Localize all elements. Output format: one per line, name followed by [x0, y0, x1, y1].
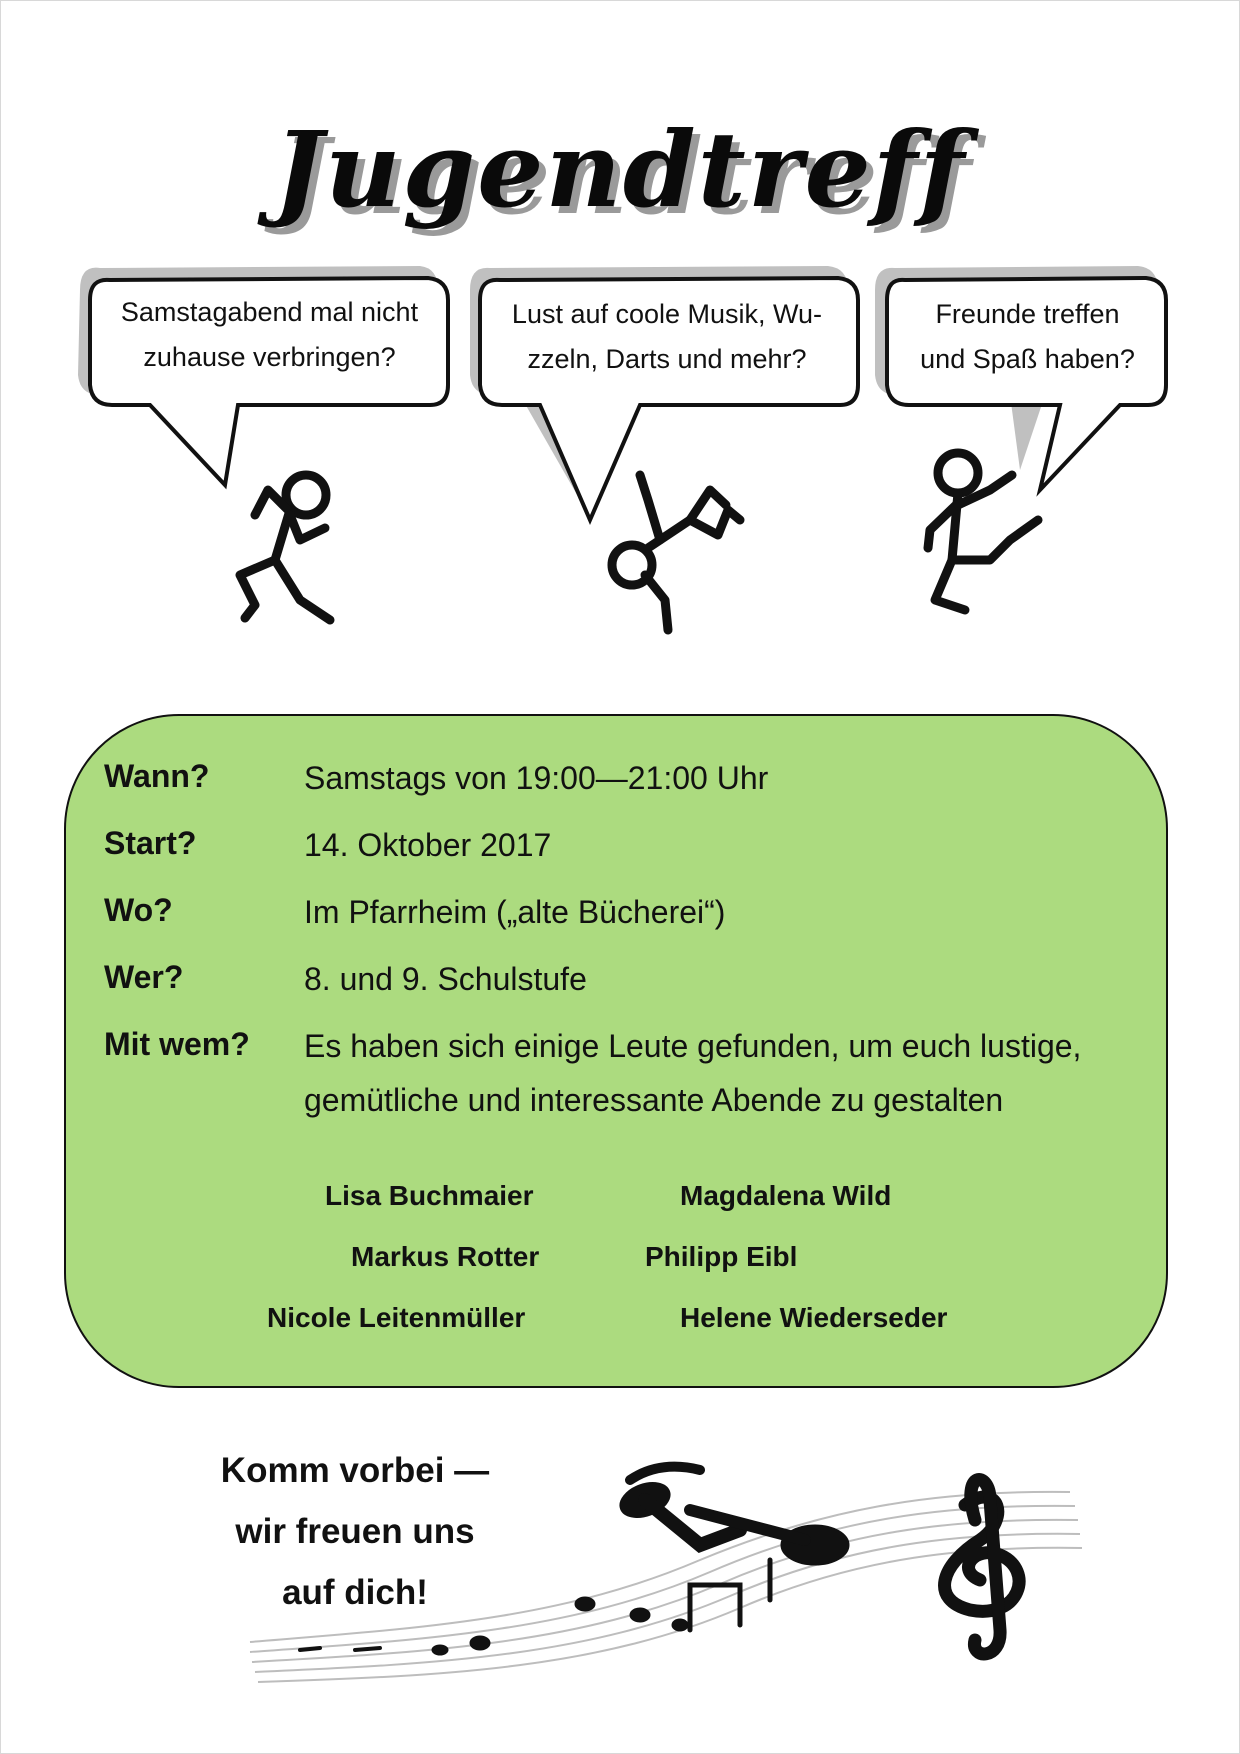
info-value-mit-wem-line-2: gemütliche und interessante Abende zu gestalten — [304, 1082, 1004, 1118]
info-label-start: Start? — [104, 825, 197, 861]
bubble-3-line-1: Freunde treffen — [935, 299, 1120, 329]
closing-message — [190, 1440, 520, 1623]
bubble-1-line-1: Samstagabend mal nicht — [120, 297, 419, 327]
closing-line-1: Komm vorbei — — [220, 1451, 490, 1490]
member-name: Philipp Eibl — [645, 1241, 798, 1272]
info-label-wer: Wer? — [104, 959, 184, 995]
info-label-wann: Wann? — [104, 758, 210, 794]
closing-line-2: wir freuen uns — [235, 1512, 475, 1551]
member-name: Helene Wiederseder — [680, 1302, 948, 1333]
bubble-2-line-1: Lust auf coole Musik, Wu- — [511, 299, 823, 329]
stick-figure-icon — [612, 475, 740, 630]
member-name: Magdalena Wild — [680, 1180, 892, 1211]
info-value-wann: Samstags von 19:00—21:00 Uhr — [304, 760, 769, 796]
member-name: Markus Rotter — [351, 1241, 540, 1272]
info-value-wer: 8. und 9. Schulstufe — [304, 961, 587, 997]
stick-figure-icon — [928, 453, 1038, 610]
info-value-wo: Im Pfarrheim („alte Bücherei“) — [304, 894, 726, 930]
info-label-mit-wem: Mit wem? — [104, 1026, 250, 1062]
stick-figure-icon — [240, 475, 330, 620]
flyer-title: Jugendtreff — [273, 108, 967, 231]
info-label-wo: Wo? — [104, 892, 173, 928]
info-value-mit-wem-line-1: Es haben sich einige Leute gefunden, um euch lustige, — [304, 1028, 1082, 1064]
info-value-mit-wem — [304, 1019, 1081, 1127]
bubble-2-line-2: zzeln, Darts und mehr? — [527, 344, 807, 374]
member-name: Lisa Buchmaier — [325, 1180, 534, 1211]
bubble-1-text — [92, 290, 447, 380]
member-name: Nicole Leitenmüller — [267, 1302, 526, 1333]
closing-line-3: auf dich! — [282, 1573, 428, 1612]
bubble-1-line-2: zuhause verbringen? — [143, 342, 396, 372]
bubble-3-text — [890, 292, 1165, 382]
bubble-3-line-2: und Spaß haben? — [920, 344, 1135, 374]
bubble-2-text — [482, 292, 852, 382]
info-value-start: 14. Oktober 2017 — [304, 827, 552, 863]
